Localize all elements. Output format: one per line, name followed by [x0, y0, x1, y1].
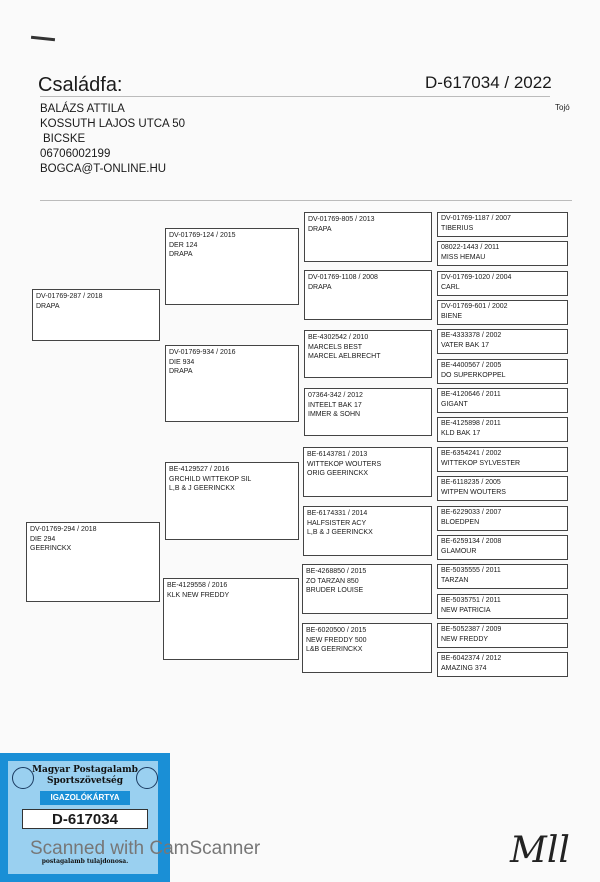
pedigree-ring: DV-01769-294 / 2018 — [30, 526, 97, 533]
pedigree-ring: BE-6042374 / 2012 — [441, 655, 502, 662]
pedigree-name: TIBERIUS — [441, 224, 474, 232]
sex-label: Tojó — [555, 103, 570, 112]
pedigree-gen4 — [437, 594, 568, 619]
pedigree-name: KLD BAK 17 — [441, 429, 481, 437]
pedigree-name: BIENE — [441, 312, 463, 320]
pedigree-gen4 — [437, 359, 568, 384]
owner-email: BOGCA@T-ONLINE.HU — [40, 163, 167, 175]
emblem-icon — [136, 767, 158, 789]
pedigree-gen4 — [437, 388, 568, 413]
card-org-line2: Sportszövetség — [46, 776, 124, 786]
pedigree-breeder: IMMER & SOHN — [308, 411, 361, 418]
pedigree-ring: BE-6229033 / 2007 — [441, 509, 502, 516]
page-title: Családfa: — [38, 74, 123, 96]
seal-icon — [12, 767, 34, 789]
pedigree-ring: DV-01769-805 / 2013 — [308, 216, 375, 223]
scanner-watermark: Scanned with CamScanner — [30, 838, 261, 859]
pedigree-name: GLAMOUR — [441, 547, 477, 555]
pedigree-ring: BE-4129527 / 2016 — [169, 466, 230, 473]
pedigree-ring: DV-01769-124 / 2015 — [169, 232, 236, 239]
owner-phone: 06706002199 — [40, 148, 111, 160]
pedigree-name: GRCHILD WITTEKOP SIL — [169, 475, 252, 483]
pedigree-ring: BE-4268850 / 2015 — [306, 568, 367, 575]
pedigree-name: MISS HEMAU — [441, 253, 486, 261]
pedigree-breeder: BRUDER LOUISE — [306, 587, 364, 594]
pedigree-breeder: ORIG GEERINCKX — [307, 470, 369, 477]
pedigree-breeder: GEERINCKX — [30, 545, 72, 552]
pedigree-breeder: DRAPA — [169, 368, 193, 375]
pedigree-name: DRAPA — [308, 225, 332, 233]
pedigree-name: DIE 294 — [30, 535, 56, 543]
pedigree-ring: BE-5035751 / 2011 — [441, 597, 501, 604]
pedigree-gen4 — [437, 652, 568, 677]
pedigree-name: DO SUPERKOPPEL — [441, 371, 506, 379]
pedigree-name: ZO TARZAN 850 — [306, 577, 359, 585]
pedigree-gen3 — [304, 270, 432, 320]
owner-rule — [40, 200, 572, 201]
pedigree-name: NEW FREDDY 500 — [306, 636, 367, 644]
pedigree-ring: BE-4333378 / 2002 — [441, 332, 502, 339]
pedigree-breeder: L&B GEERINCKX — [306, 646, 363, 653]
pedigree-name: NEW FREDDY — [441, 635, 489, 643]
pedigree-gen3 — [304, 330, 432, 378]
ring-number: D-617034 / 2022 — [425, 73, 552, 92]
pedigree-gen4 — [437, 271, 568, 296]
pedigree-gen4 — [437, 447, 568, 472]
card-org-line1: Magyar Postagalamb — [32, 765, 138, 775]
owner-block — [40, 102, 185, 177]
pedigree-name: CARL — [441, 283, 460, 291]
pedigree-dam — [26, 522, 160, 602]
pedigree-gen3 — [303, 506, 432, 556]
pedigree-gen2 — [165, 228, 299, 305]
pedigree-name: HALFSISTER ACY — [307, 519, 367, 527]
pedigree-name: INTEELT BAK 17 — [308, 401, 362, 409]
pedigree-gen4 — [437, 535, 568, 560]
pedigree-name: DIE 934 — [169, 358, 195, 366]
card-label: IGAZOLÓKÁRTYA — [40, 791, 130, 805]
pedigree-ring: DV-01769-601 / 2002 — [441, 303, 508, 310]
pedigree-gen3 — [304, 388, 432, 436]
owner-city: BICSKE — [43, 133, 86, 145]
pedigree-breeder: DRAPA — [169, 251, 193, 258]
pedigree-gen4 — [437, 241, 568, 266]
id-card — [0, 753, 170, 882]
owner-name: BALÁZS ATTILA — [40, 103, 125, 115]
pedigree-gen4 — [437, 506, 568, 531]
pedigree-ring: BE-4120646 / 2011 — [441, 391, 501, 398]
pedigree-name: NEW PATRICIA — [441, 606, 491, 614]
pedigree-breeder: L,B & J GEERINCKX — [307, 529, 373, 536]
pedigree-name: BLOEDPEN — [441, 518, 480, 526]
pedigree-ring: BE-5052387 / 2009 — [441, 626, 502, 633]
pedigree-ring: BE-6174331 / 2014 — [307, 510, 368, 517]
pedigree-gen4 — [437, 212, 568, 237]
pedigree-name: WITTEKOP SYLVESTER — [441, 459, 521, 467]
pedigree-ring: BE-4125898 / 2011 — [441, 420, 501, 427]
pedigree-name: TARZAN — [441, 576, 469, 584]
pedigree-ring: BE-5035555 / 2011 — [441, 567, 501, 574]
owner-street: KOSSUTH LAJOS UTCA 50 — [40, 118, 186, 130]
pedigree-ring: DV-01769-1020 / 2004 — [441, 274, 512, 281]
pedigree-ring: BE-4400567 / 2005 — [441, 362, 502, 369]
pedigree-name: MARCELS BEST — [308, 343, 363, 351]
pedigree-ring: DV-01769-1187 / 2007 — [441, 215, 511, 222]
pedigree-ring: BE-6020500 / 2015 — [306, 627, 367, 634]
pedigree-name: DRAPA — [308, 283, 332, 291]
scan-mark — [31, 36, 55, 41]
pedigree-sire — [32, 289, 160, 341]
pedigree-gen2 — [165, 462, 299, 540]
pedigree-ring: BE-4129558 / 2016 — [167, 582, 228, 589]
pedigree-gen3 — [304, 212, 432, 262]
pedigree-gen3 — [302, 623, 432, 673]
pedigree-gen4 — [437, 476, 568, 501]
pedigree-ring: DV-01769-287 / 2018 — [36, 293, 103, 300]
pedigree-name: DER 124 — [169, 241, 198, 249]
pedigree-gen4 — [437, 417, 568, 442]
pedigree-name: VATER BAK 17 — [441, 341, 489, 349]
pedigree-name: DRAPA — [36, 302, 60, 310]
header-rule — [40, 96, 550, 97]
pedigree-gen2 — [163, 578, 299, 660]
pedigree-ring: 07364-342 / 2012 — [308, 392, 363, 399]
pedigree-name: WITPEN WOUTERS — [441, 488, 506, 496]
pedigree-ring: BE-6143781 / 2013 — [307, 451, 368, 458]
card-ring-number: D-617034 — [22, 809, 148, 829]
pedigree-gen3 — [302, 564, 432, 614]
pedigree-ring: BE-6259134 / 2008 — [441, 538, 502, 545]
pedigree-gen4 — [437, 623, 568, 648]
pedigree-ring: 08022-1443 / 2011 — [441, 244, 500, 251]
pedigree-breeder: MARCEL AELBRECHT — [308, 353, 381, 360]
pedigree-ring: BE-4302542 / 2010 — [308, 334, 369, 341]
pedigree-ring: DV-01769-1108 / 2008 — [308, 274, 378, 281]
pedigree-name: WITTEKOP WOUTERS — [307, 460, 382, 468]
signature: Mll — [510, 830, 570, 871]
pedigree-gen4 — [437, 564, 568, 589]
pedigree-gen4 — [437, 300, 568, 325]
pedigree-gen3 — [303, 447, 432, 497]
pedigree-name: GIGANT — [441, 400, 468, 408]
pedigree-name: KLK NEW FREDDY — [167, 591, 230, 599]
pedigree-gen4 — [437, 329, 568, 354]
pedigree-breeder: L,B & J GEERINCKX — [169, 485, 235, 492]
pedigree-name: AMAZING 374 — [441, 664, 487, 672]
pedigree-ring: DV-01769-934 / 2016 — [169, 349, 236, 356]
pedigree-ring: BE-6354241 / 2002 — [441, 450, 502, 457]
pedigree-gen2 — [165, 345, 299, 422]
card-note: postagalamb tulajdonosa. — [41, 858, 129, 865]
pedigree-ring: BE-6118235 / 2005 — [441, 479, 501, 486]
